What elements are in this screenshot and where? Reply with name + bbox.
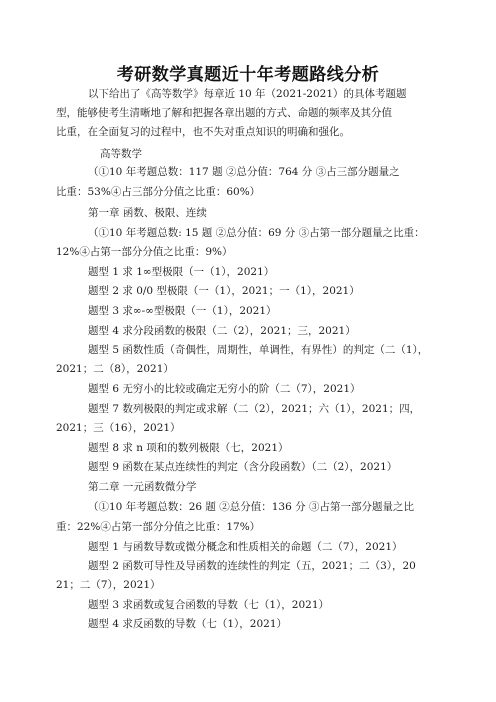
- question-type-item: 题型 6 无穷小的比较或确定无穷小的阶（二（7），2021）: [88, 383, 361, 395]
- paragraph-line: （①10 年考题总数: 15 题 ②总分值：69 分 ③占第一部分题量之比重：: [88, 227, 425, 239]
- question-type-item: 题型 2 函数可导性及导函数的连续性的判定（五，2021；二（3），20: [88, 560, 416, 572]
- question-type-item: 题型 1 求 1∞型极限（一（1），2021）: [88, 266, 275, 278]
- question-type-item: 题型 5 函数性质（奇偶性，周期性，单调性，有界性）的判定（二（1），: [88, 344, 429, 356]
- paragraph-line: 12%④占第一部分分值之比重：9%）: [56, 246, 233, 258]
- paragraph-line: 重：22%④占第一部分分值之比重：17%）: [56, 521, 261, 533]
- question-type-item: 题型 4 求反函数的导数（七（1），2021）: [88, 618, 288, 630]
- question-type-item: 题型 4 求分段函数的极限（二（2），2021；三，2021）: [88, 325, 356, 337]
- chapter-heading: 第二章 一元函数微分学: [88, 481, 197, 493]
- paragraph-line: 以下给出了《高等数学》每章近 10 年（2021-2021）的具体考题题: [88, 88, 407, 100]
- question-type-item: 题型 9 函数在某点连续性的判定（含分段函数）（二（2），2021）: [88, 461, 398, 473]
- paragraph-line: 比重：53%④占三部分分值之比重：60%）: [56, 186, 261, 198]
- paragraph-line: （①10 年考题总数：26 题 ②总分值：136 分 ③占第一部分题量之比: [88, 501, 414, 513]
- paragraph-line: （①10 年考题总数：117 题 ②总分值：764 分 ③占三部分题量之: [88, 166, 400, 178]
- paragraph-line: 比重，在全面复习的过程中，也不失对重点知识的明确和强化。: [56, 126, 350, 138]
- paragraph-line: 21；二（7），2021）: [56, 579, 161, 591]
- paragraph-line: 型，能够使考生清晰地了解和把握各章出题的方式、命题的频率及其分值: [56, 107, 392, 119]
- chapter-heading: 第一章 函数、极限、连续: [88, 207, 207, 219]
- question-type-item: 题型 7 数列极限的判定或求解（二（2），2021；六（1），2021；四，: [88, 403, 421, 415]
- question-type-item: 题型 2 求 0/0 型极限（一（1），2021；一（1），2021）: [88, 285, 360, 297]
- question-type-item: 题型 3 求∞-∞型极限（一（1），2021）: [88, 305, 277, 317]
- question-type-item: 题型 1 与函数导数或微分概念和性质相关的命题（二（7），2021）: [88, 541, 403, 553]
- paragraph-line: 2021；三（16），2021）: [56, 422, 181, 434]
- question-type-item: 题型 8 求 n 项和的数列极限（七，2021）: [88, 442, 289, 454]
- paragraph-line: 2021；二（8），2021）: [56, 363, 174, 375]
- page-title: 考研数学真题近十年考题路线分析: [116, 65, 380, 85]
- section-heading: 高等数学: [100, 148, 142, 160]
- question-type-item: 题型 3 求函数或复合函数的导数（七（1），2021）: [88, 599, 330, 611]
